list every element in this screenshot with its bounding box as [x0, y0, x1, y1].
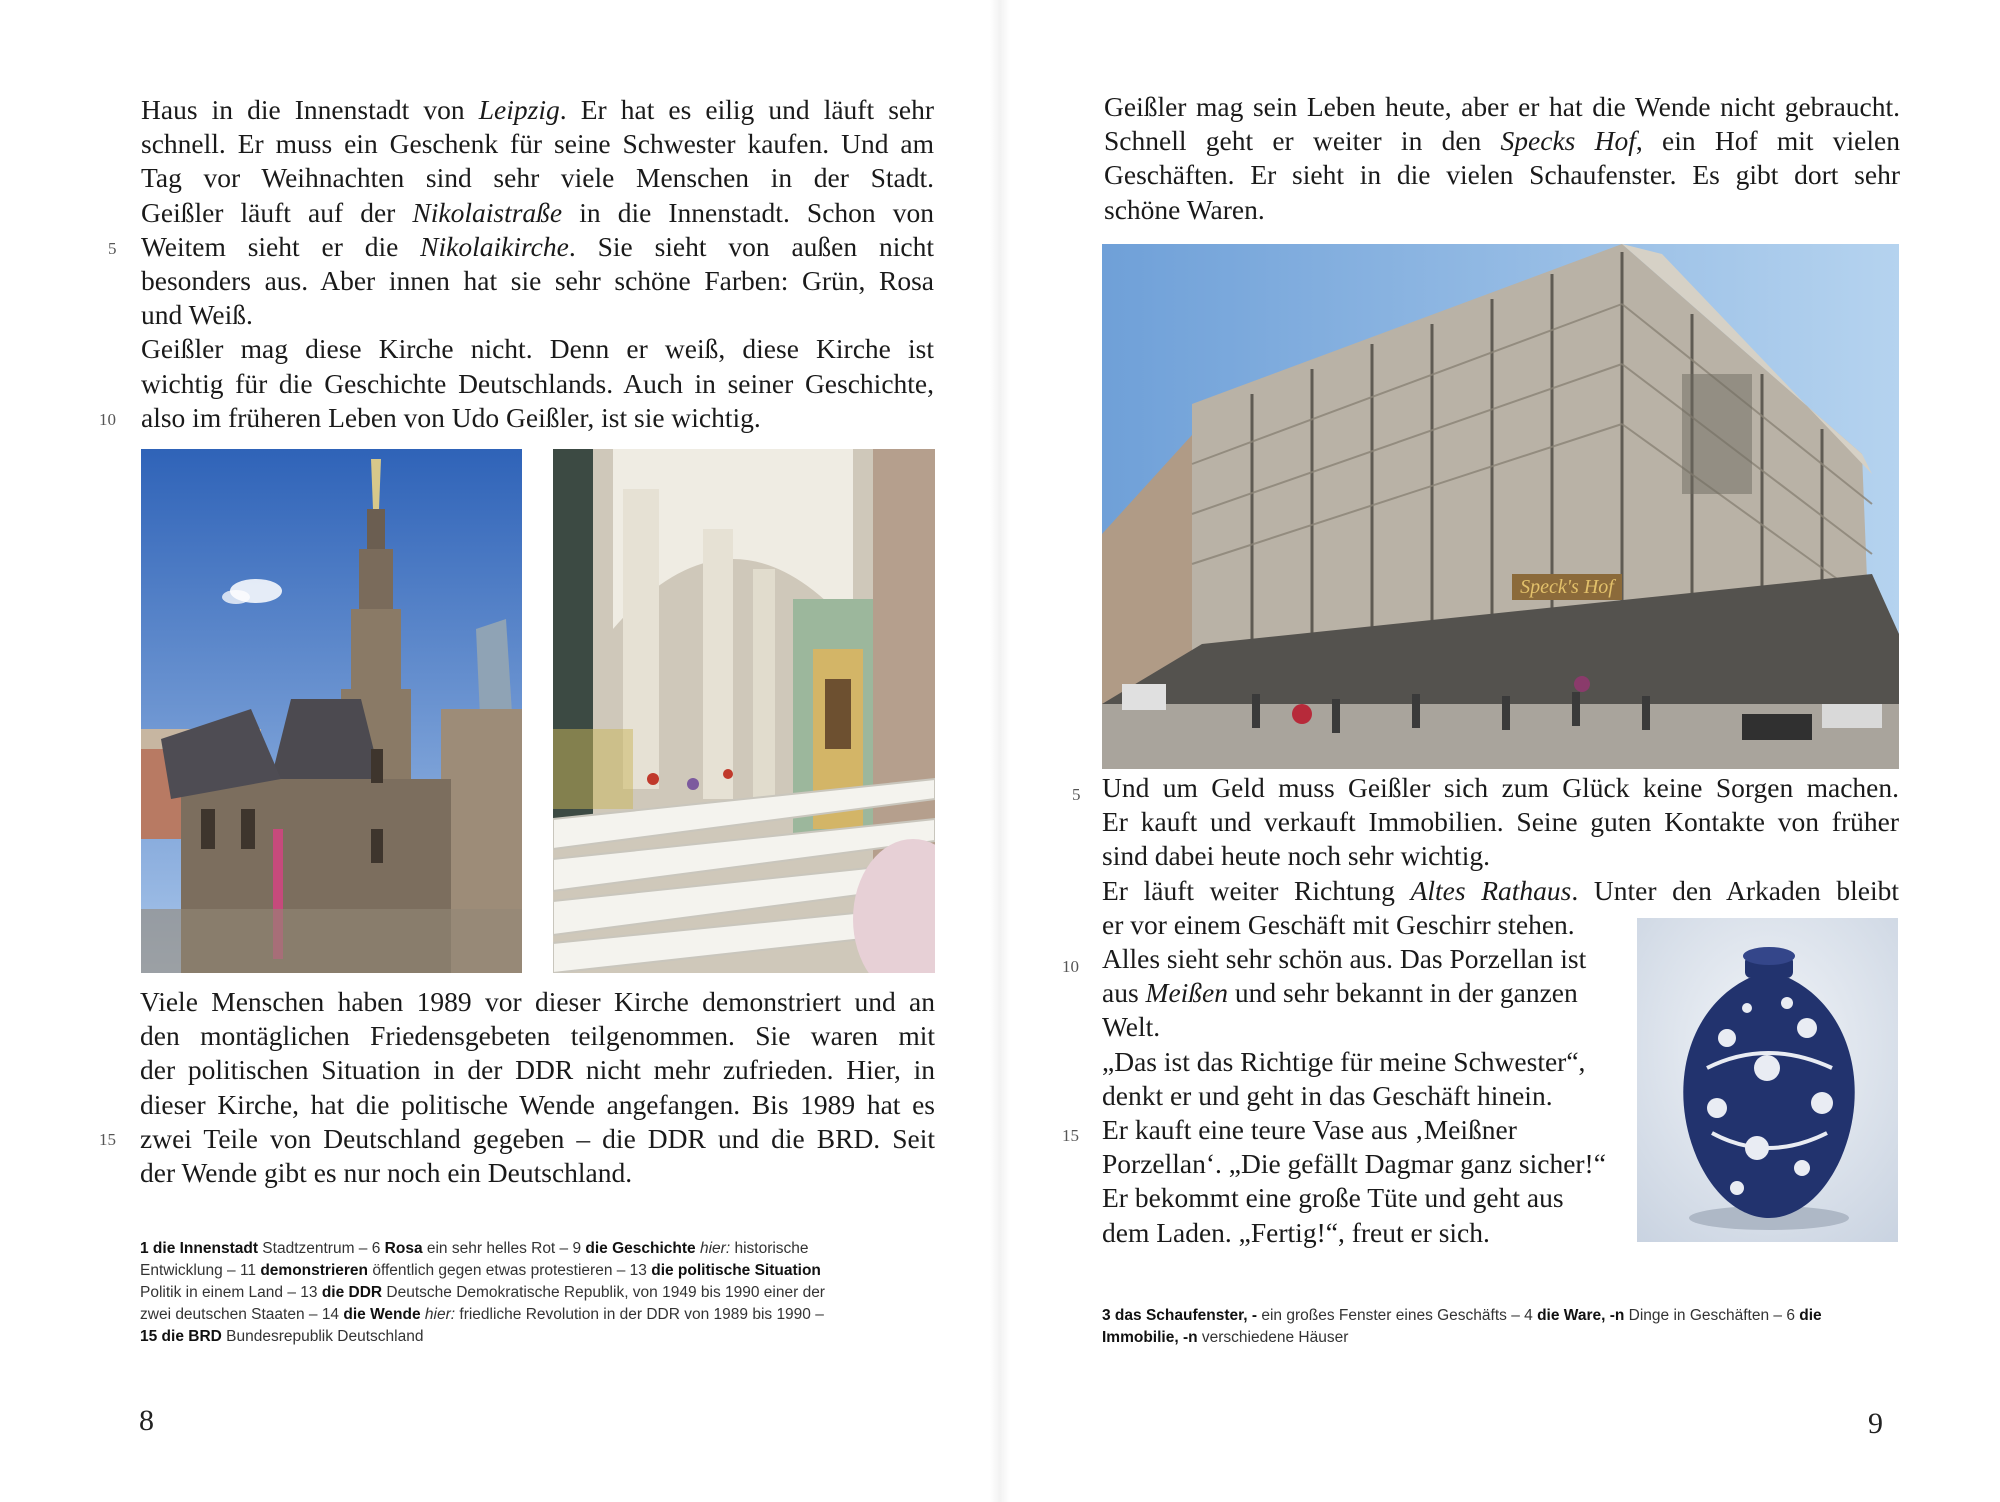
nikolaikirche-exterior-photo — [141, 449, 522, 973]
line-number-10: 10 — [1062, 957, 1079, 976]
text-line: Er kauft eine teure Vase aus ‚Meißner — [1102, 1113, 1517, 1145]
text-line: besonders aus. Aber innen hat sie sehr schöne Farben: Grün, Rosa — [141, 264, 934, 296]
specks-hof-building-photo — [1102, 244, 1899, 769]
text-line: den montäglichen Friedensgebeten teilgenommen. Sie waren mit — [140, 1020, 935, 1052]
line-number-5: 5 — [108, 239, 117, 258]
text-line: der politischen Situation in der DDR nicht mehr zufrieden. Hier, in — [140, 1054, 935, 1086]
right-paragraph-3 — [1102, 942, 1606, 1250]
left-footnotes — [140, 1238, 930, 1348]
text-line: Geißler mag sein Leben heute, aber er hat die Wende nicht gebraucht. — [1104, 91, 1900, 122]
text-line: denkt er und geht in das Geschäft hinein. — [1102, 1079, 1553, 1111]
text-line: Geißler mag diese Kirche nicht. Denn er weiß, diese Kirche ist — [141, 333, 934, 365]
line-number-15: 15 — [99, 1130, 116, 1149]
footnote-line: 3 das Schaufenster, - ein großes Fenster eines Geschäfts – 4 die Ware, -n Dinge in Geschäften – 6 die — [1102, 1307, 1822, 1324]
text-line: Er läuft weiter Richtung Altes Rathaus. Unter den Arkaden bleibt — [1102, 874, 1900, 906]
text-line: dem Laden. „Fertig!“, freut er sich. — [1102, 1216, 1490, 1248]
text-line: „Das ist das Richtige für meine Schwester“, — [1102, 1045, 1586, 1077]
line-number-15: 15 — [1062, 1126, 1079, 1145]
text-line: Tag vor Weihnachten sind sehr viele Menschen in der Stadt. — [141, 162, 934, 194]
footnote-line: 15 die BRD Bundesrepublik Deutschland — [140, 1328, 424, 1345]
text-line: Er kauft und verkauft Immobilien. Seine guten Kontakte von früher — [1102, 806, 1899, 838]
store-sign-text: Speck's Hof — [1520, 576, 1614, 598]
text-line: er vor einem Geschäft mit Geschirr stehen. — [1102, 908, 1575, 940]
footnote-line: 1 die Innenstadt Stadtzentrum – 6 Rosa ein sehr helles Rot – 9 die Geschichte hier: historische — [140, 1240, 809, 1257]
text-line: Weitem sieht er die Nikolaikirche. Sie sieht von außen nicht — [141, 230, 934, 262]
right-paragraph-2 — [1102, 771, 1899, 942]
nikolaikirche-interior-photo — [553, 449, 935, 973]
text-line: Geschäften. Er sieht in die vielen Schaufenster. Es gibt dort sehr — [1104, 159, 1900, 191]
text-line: schöne Waren. — [1104, 193, 1265, 225]
line-number-5: 5 — [1072, 785, 1081, 804]
text-line: sind dabei heute noch sehr wichtig. — [1102, 840, 1490, 872]
footnote-line: zwei deutschen Staaten – 14 die Wende hier: friedliche Revolution in der DDR von 1989 bis 1990 – — [140, 1306, 824, 1323]
text-line: Porzellan‘. „Die gefällt Dagmar ganz sicher!“ — [1102, 1148, 1606, 1180]
text-line: schnell. Er muss ein Geschenk für seine Schwester kaufen. Und am — [141, 128, 934, 160]
text-line: Er bekommt eine große Tüte und geht aus — [1102, 1182, 1564, 1214]
footnote-line: Entwicklung – 11 demonstrieren öffentlich gegen etwas protestieren – 13 die politische Situation — [140, 1262, 821, 1279]
footnote-line: Politik in einem Land – 13 die DDR Deutsche Demokratische Republik, von 1949 bis 1990 einer der — [140, 1284, 825, 1301]
page-number-right: 9 — [1868, 1407, 1883, 1440]
left-paragraph-2 — [140, 985, 935, 1190]
text-line: also im früheren Leben von Udo Geißler, ist sie wichtig. — [141, 401, 761, 433]
text-line: dieser Kirche, hat die politische Wende angefangen. Bis 1989 hat es — [140, 1088, 935, 1120]
text-line: Welt. — [1102, 1011, 1161, 1043]
text-line: Haus in die Innenstadt von Leipzig. Er hat es eilig und läuft sehr — [141, 94, 935, 125]
text-line: Und um Geld muss Geißler sich zum Glück keine Sorgen machen. — [1102, 772, 1899, 803]
text-line: Schnell geht er weiter in den Specks Hof, ein Hof mit vielen — [1104, 125, 1900, 157]
text-line: wichtig für die Geschichte Deutschlands. Auch in seiner Geschichte, — [141, 367, 934, 399]
text-line: zwei Teile von Deutschland gegeben – die DDR und die BRD. Seit — [140, 1122, 935, 1154]
right-paragraph-1 — [1104, 90, 1900, 227]
text-line: der Wende gibt es nur noch ein Deutschland. — [140, 1156, 633, 1188]
meissen-vase-photo — [1637, 918, 1898, 1242]
footnote-line: Immobilie, -n verschiedene Häuser — [1102, 1329, 1349, 1346]
right-page — [1000, 0, 2000, 1502]
text-line: Geißler läuft auf der Nikolaistraße in die Innenstadt. Schon von — [141, 196, 934, 228]
text-line: aus Meißen und sehr bekannt in der ganzen — [1102, 977, 1578, 1009]
page-number-left: 8 — [139, 1404, 154, 1437]
left-paragraph-1 — [141, 93, 934, 435]
text-line: Alles sieht sehr schön aus. Das Porzellan ist — [1102, 943, 1587, 974]
right-footnotes — [1102, 1305, 1897, 1349]
text-line: Viele Menschen haben 1989 vor dieser Kirche demonstriert und an — [140, 986, 935, 1017]
text-line: und Weiß. — [141, 299, 253, 331]
line-number-10: 10 — [99, 410, 116, 429]
